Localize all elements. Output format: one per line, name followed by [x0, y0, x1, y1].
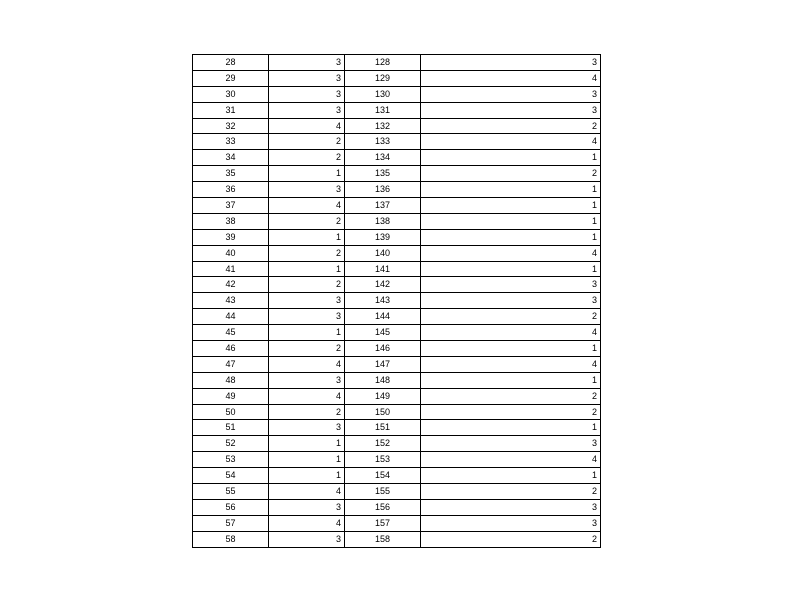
cell-id-left: 36 — [193, 182, 269, 198]
cell-value-right: 2 — [421, 118, 601, 134]
table-row — [193, 166, 601, 182]
table-row — [193, 388, 601, 404]
cell-value-left: 3 — [269, 182, 345, 198]
cell-id-left: 33 — [193, 134, 269, 150]
cell-id-left: 31 — [193, 102, 269, 118]
table-body — [193, 55, 601, 548]
cell-value-right: 1 — [421, 182, 601, 198]
table-row — [193, 261, 601, 277]
cell-value-right: 4 — [421, 245, 601, 261]
cell-id-right: 132 — [345, 118, 421, 134]
table-row — [193, 182, 601, 198]
cell-value-right: 3 — [421, 293, 601, 309]
cell-value-left: 2 — [269, 277, 345, 293]
cell-id-right: 140 — [345, 245, 421, 261]
cell-id-right: 139 — [345, 229, 421, 245]
cell-value-right: 1 — [421, 229, 601, 245]
cell-id-right: 153 — [345, 452, 421, 468]
cell-id-right: 138 — [345, 213, 421, 229]
table-row — [193, 420, 601, 436]
cell-value-left: 1 — [269, 229, 345, 245]
cell-id-left: 58 — [193, 531, 269, 547]
cell-value-right: 2 — [421, 404, 601, 420]
cell-id-left: 32 — [193, 118, 269, 134]
cell-id-right: 134 — [345, 150, 421, 166]
cell-value-left: 3 — [269, 86, 345, 102]
cell-id-right: 135 — [345, 166, 421, 182]
table-row — [193, 531, 601, 547]
cell-id-left: 35 — [193, 166, 269, 182]
cell-value-left: 1 — [269, 166, 345, 182]
cell-value-left: 3 — [269, 70, 345, 86]
cell-value-left: 1 — [269, 325, 345, 341]
cell-value-left: 2 — [269, 150, 345, 166]
table-row — [193, 213, 601, 229]
table-row — [193, 404, 601, 420]
cell-value-right: 3 — [421, 55, 601, 71]
cell-id-left: 57 — [193, 515, 269, 531]
cell-id-left: 40 — [193, 245, 269, 261]
table-row — [193, 245, 601, 261]
table-row — [193, 452, 601, 468]
cell-id-right: 141 — [345, 261, 421, 277]
cell-id-right: 137 — [345, 198, 421, 214]
table-row — [193, 499, 601, 515]
cell-value-left: 3 — [269, 55, 345, 71]
table-row — [193, 515, 601, 531]
cell-id-left: 55 — [193, 484, 269, 500]
cell-value-right: 4 — [421, 70, 601, 86]
cell-value-right: 4 — [421, 325, 601, 341]
cell-value-left: 1 — [269, 261, 345, 277]
cell-id-right: 157 — [345, 515, 421, 531]
cell-id-left: 44 — [193, 309, 269, 325]
cell-value-right: 4 — [421, 452, 601, 468]
cell-value-right: 2 — [421, 484, 601, 500]
cell-value-right: 2 — [421, 166, 601, 182]
table-row — [193, 309, 601, 325]
cell-value-left: 2 — [269, 245, 345, 261]
cell-value-left: 3 — [269, 531, 345, 547]
table-row — [193, 198, 601, 214]
cell-id-left: 52 — [193, 436, 269, 452]
cell-id-right: 156 — [345, 499, 421, 515]
cell-id-left: 49 — [193, 388, 269, 404]
cell-id-right: 158 — [345, 531, 421, 547]
cell-value-right: 1 — [421, 420, 601, 436]
cell-id-right: 150 — [345, 404, 421, 420]
cell-value-left: 3 — [269, 420, 345, 436]
cell-id-right: 151 — [345, 420, 421, 436]
cell-id-right: 149 — [345, 388, 421, 404]
cell-value-left: 2 — [269, 213, 345, 229]
cell-id-right: 142 — [345, 277, 421, 293]
cell-value-left: 3 — [269, 102, 345, 118]
table-row — [193, 325, 601, 341]
cell-id-right: 152 — [345, 436, 421, 452]
cell-value-left: 2 — [269, 134, 345, 150]
cell-value-left: 1 — [269, 468, 345, 484]
cell-id-right: 133 — [345, 134, 421, 150]
cell-value-right: 1 — [421, 150, 601, 166]
cell-value-right: 2 — [421, 388, 601, 404]
cell-id-right: 155 — [345, 484, 421, 500]
cell-id-left: 29 — [193, 70, 269, 86]
table-row — [193, 293, 601, 309]
cell-value-right: 2 — [421, 309, 601, 325]
cell-value-right: 1 — [421, 261, 601, 277]
cell-id-left: 34 — [193, 150, 269, 166]
cell-id-right: 148 — [345, 372, 421, 388]
cell-value-right: 3 — [421, 102, 601, 118]
table-row — [193, 356, 601, 372]
cell-value-left: 3 — [269, 372, 345, 388]
table-row — [193, 468, 601, 484]
cell-id-left: 43 — [193, 293, 269, 309]
cell-id-left: 56 — [193, 499, 269, 515]
cell-value-right: 4 — [421, 356, 601, 372]
data-table — [192, 54, 601, 548]
cell-id-left: 47 — [193, 356, 269, 372]
table-row — [193, 86, 601, 102]
cell-value-left: 4 — [269, 484, 345, 500]
cell-value-right: 1 — [421, 213, 601, 229]
table-row — [193, 484, 601, 500]
cell-id-right: 136 — [345, 182, 421, 198]
cell-value-left: 3 — [269, 293, 345, 309]
cell-value-left: 4 — [269, 118, 345, 134]
cell-id-right: 128 — [345, 55, 421, 71]
cell-value-right: 3 — [421, 436, 601, 452]
table-row — [193, 55, 601, 71]
cell-id-right: 129 — [345, 70, 421, 86]
table-row — [193, 372, 601, 388]
cell-value-left: 3 — [269, 499, 345, 515]
cell-value-left: 1 — [269, 436, 345, 452]
cell-id-right: 131 — [345, 102, 421, 118]
cell-id-right: 146 — [345, 341, 421, 357]
table-row — [193, 102, 601, 118]
cell-id-right: 130 — [345, 86, 421, 102]
cell-id-left: 53 — [193, 452, 269, 468]
table-row — [193, 341, 601, 357]
cell-id-right: 144 — [345, 309, 421, 325]
cell-value-left: 4 — [269, 388, 345, 404]
cell-id-left: 46 — [193, 341, 269, 357]
cell-value-right: 2 — [421, 531, 601, 547]
cell-id-left: 42 — [193, 277, 269, 293]
table-row — [193, 277, 601, 293]
cell-value-left: 2 — [269, 341, 345, 357]
cell-value-left: 4 — [269, 356, 345, 372]
cell-id-right: 143 — [345, 293, 421, 309]
cell-value-right: 1 — [421, 198, 601, 214]
cell-id-left: 41 — [193, 261, 269, 277]
cell-value-right: 3 — [421, 499, 601, 515]
cell-value-right: 1 — [421, 372, 601, 388]
cell-value-left: 2 — [269, 404, 345, 420]
cell-id-left: 54 — [193, 468, 269, 484]
table-row — [193, 134, 601, 150]
table-row — [193, 70, 601, 86]
table-row — [193, 150, 601, 166]
table-row — [193, 229, 601, 245]
cell-id-left: 50 — [193, 404, 269, 420]
cell-id-left: 45 — [193, 325, 269, 341]
cell-value-left: 4 — [269, 198, 345, 214]
cell-id-left: 28 — [193, 55, 269, 71]
table-row — [193, 436, 601, 452]
table-row — [193, 118, 601, 134]
cell-id-left: 37 — [193, 198, 269, 214]
cell-id-left: 30 — [193, 86, 269, 102]
cell-id-left: 39 — [193, 229, 269, 245]
cell-id-right: 154 — [345, 468, 421, 484]
cell-value-right: 3 — [421, 277, 601, 293]
cell-id-left: 48 — [193, 372, 269, 388]
cell-value-right: 3 — [421, 86, 601, 102]
cell-value-left: 1 — [269, 452, 345, 468]
cell-value-right: 1 — [421, 468, 601, 484]
cell-id-right: 147 — [345, 356, 421, 372]
cell-value-right: 3 — [421, 515, 601, 531]
cell-id-right: 145 — [345, 325, 421, 341]
cell-id-left: 51 — [193, 420, 269, 436]
cell-id-left: 38 — [193, 213, 269, 229]
cell-value-right: 4 — [421, 134, 601, 150]
cell-value-left: 4 — [269, 515, 345, 531]
cell-value-left: 3 — [269, 309, 345, 325]
cell-value-right: 1 — [421, 341, 601, 357]
